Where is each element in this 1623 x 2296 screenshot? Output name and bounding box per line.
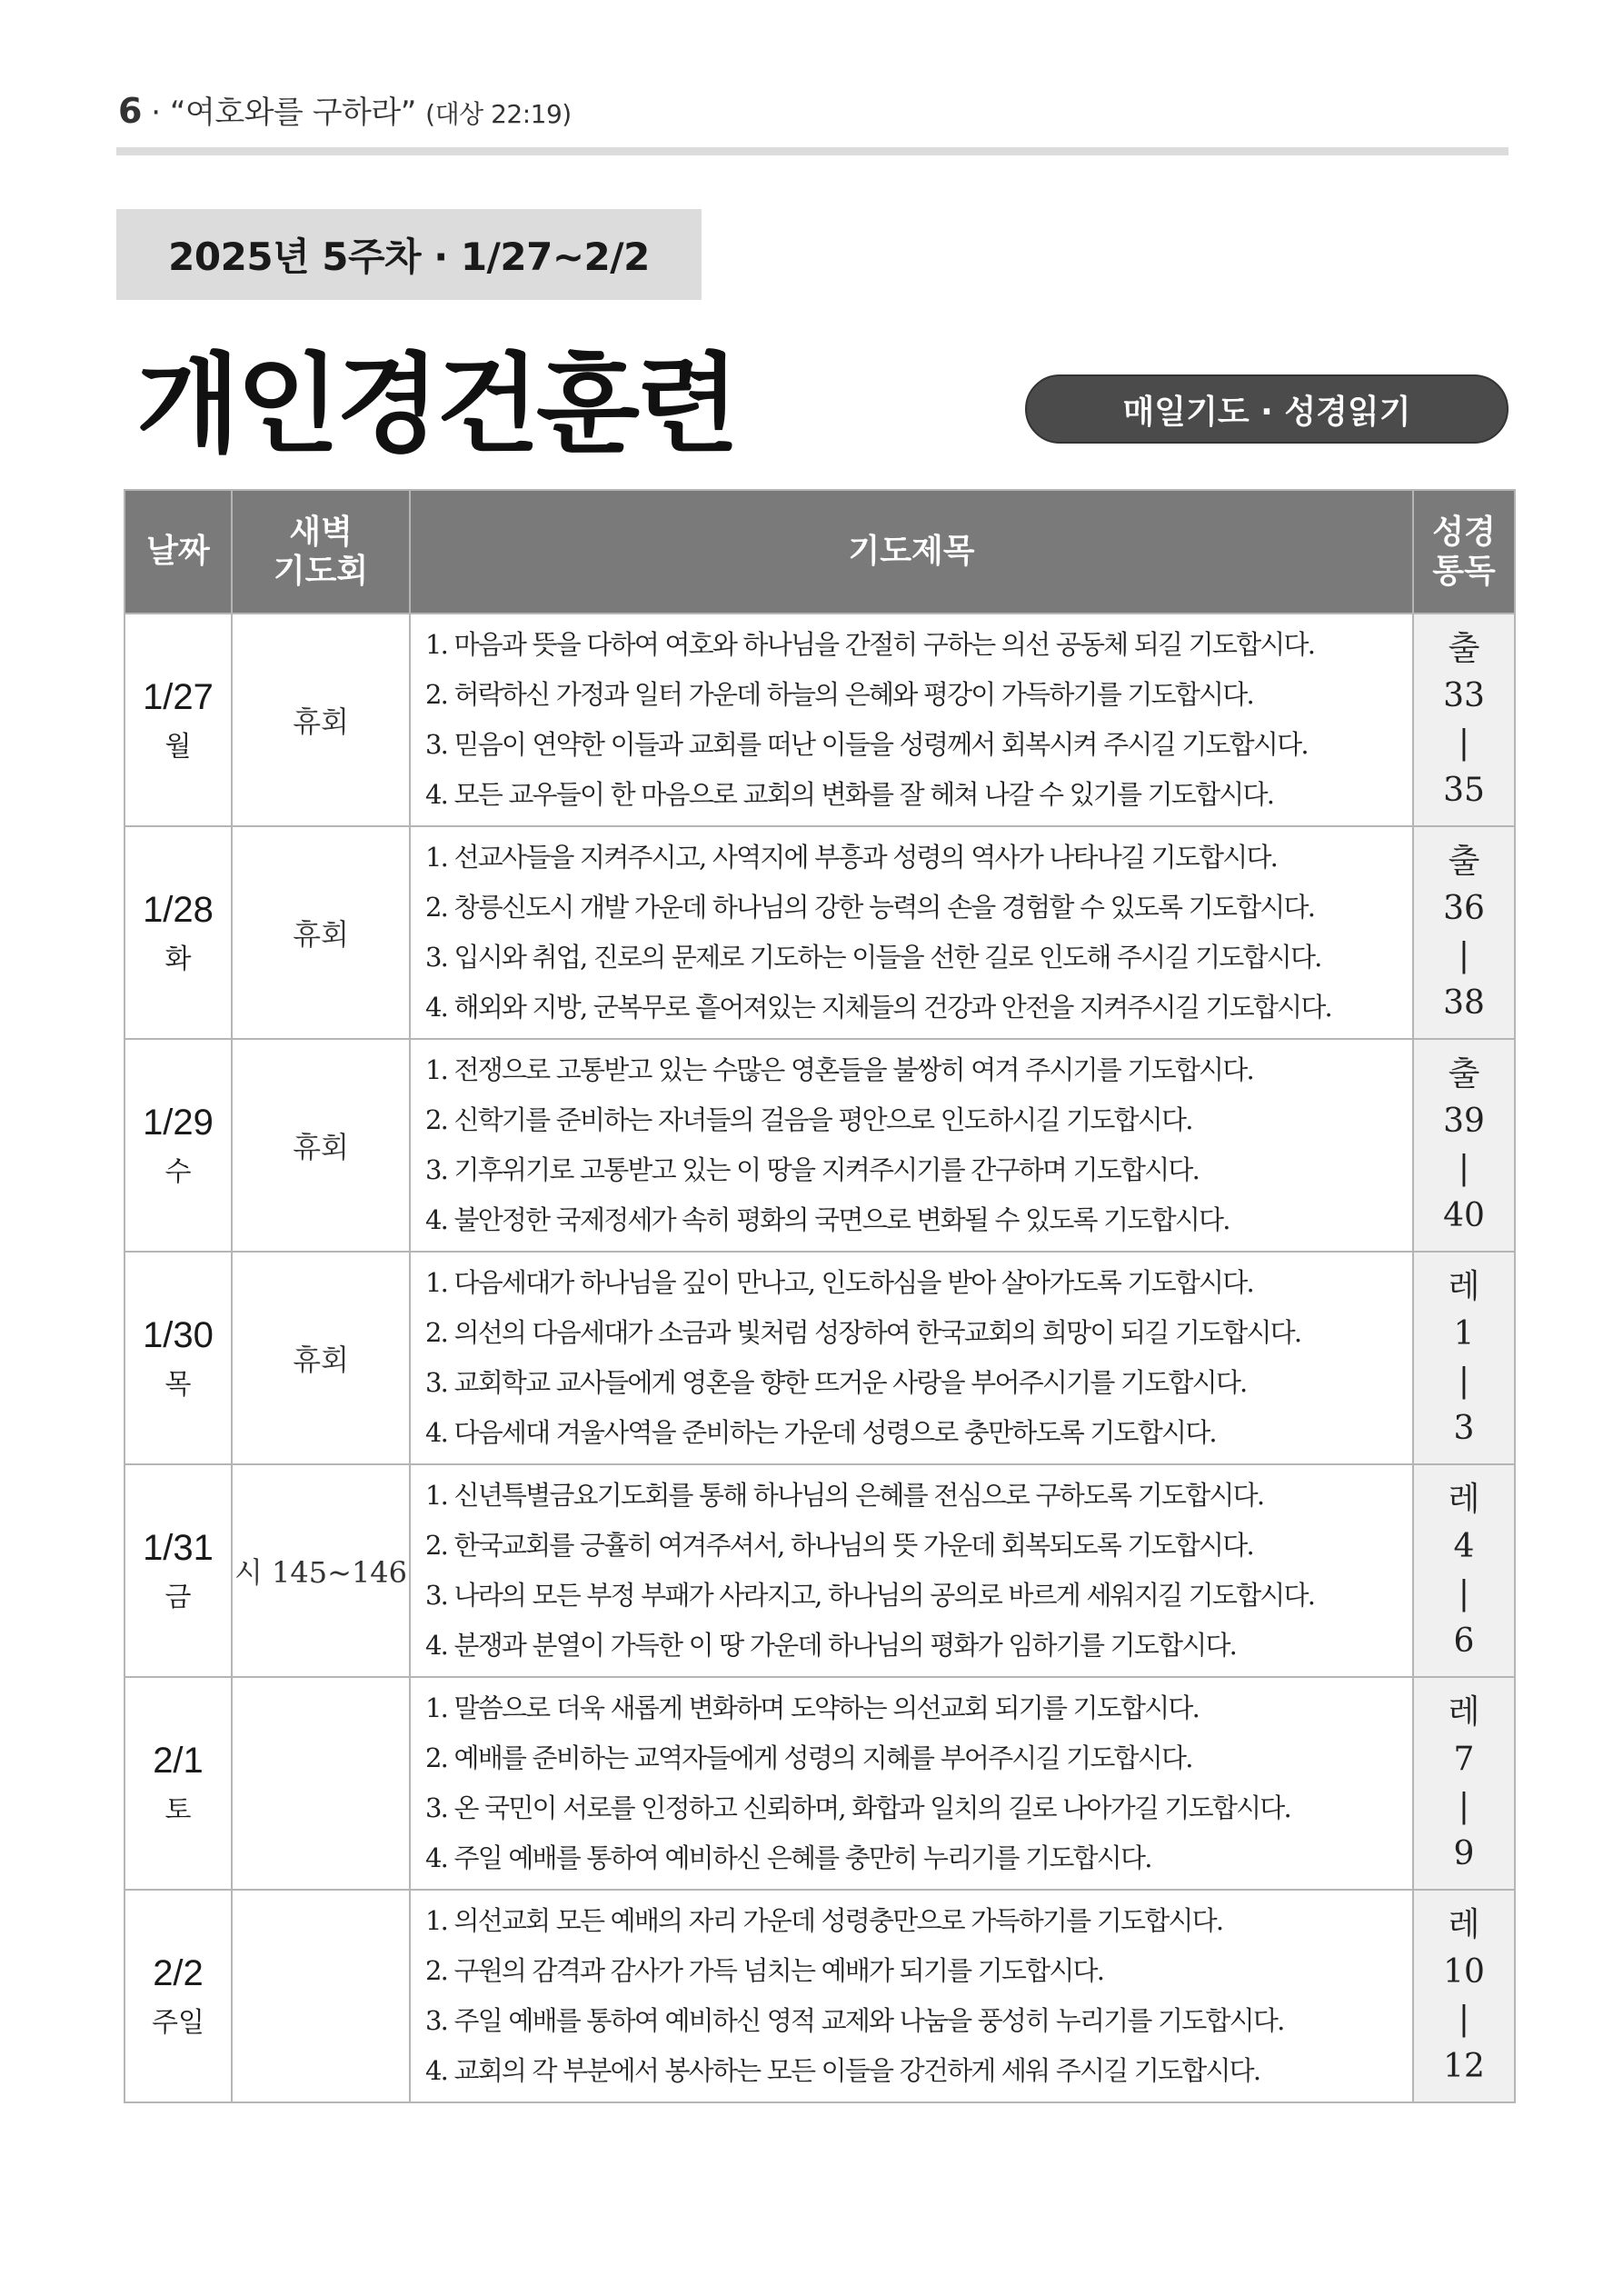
prayer-topics-cell bbox=[410, 1464, 1413, 1677]
bible-reading-cell bbox=[1413, 1464, 1515, 1677]
table-row bbox=[124, 614, 1515, 826]
header-dawn-prayer bbox=[232, 490, 410, 614]
reading-dash: | bbox=[1458, 1575, 1470, 1612]
prayer-topics-cell bbox=[410, 1890, 1413, 2102]
date-value: 2/2 bbox=[153, 1952, 204, 1993]
prayer-topics-cell bbox=[410, 1252, 1413, 1464]
weekday: 주일 bbox=[152, 2006, 204, 2039]
reading-book: 출 bbox=[1448, 843, 1480, 880]
table-row bbox=[124, 1464, 1515, 1677]
prayer-item: 1. 마음과 뜻을 다하여 여호와 하나님을 간절히 구하는 의선 공동체 되길 기도합시다. bbox=[425, 629, 1315, 660]
bible-reading-cell bbox=[1413, 614, 1515, 826]
page-number: 6 bbox=[118, 91, 142, 131]
reading-start: 4 bbox=[1453, 1528, 1475, 1565]
dawn-prayer-value: 휴회 bbox=[293, 1343, 349, 1377]
reading-dash: | bbox=[1458, 1150, 1470, 1187]
bible-reading-cell bbox=[1413, 1252, 1515, 1464]
prayer-item: 1. 의선교회 모든 예배의 자리 가운데 성령충만으로 가득하기를 기도합시다. bbox=[425, 1905, 1223, 1936]
prayer-item: 3. 나라의 모든 부정 부패가 사라지고, 하나님의 공의로 바르게 세워지길 기도합시다. bbox=[425, 1580, 1315, 1611]
header-reference: (대상 22:19) bbox=[425, 99, 572, 129]
reading-end: 35 bbox=[1443, 772, 1485, 809]
reading-end: 6 bbox=[1453, 1622, 1475, 1660]
weekday: 월 bbox=[164, 730, 192, 763]
bible-reading-cell bbox=[1413, 1890, 1515, 2102]
date-value: 1/30 bbox=[143, 1314, 214, 1355]
weekday: 화 bbox=[164, 943, 192, 975]
header-reading-line1: 성경 bbox=[1432, 513, 1496, 551]
prayer-item: 2. 한국교회를 긍휼히 여겨주셔서, 하나님의 뜻 가운데 회복되도록 기도합시다. bbox=[425, 1530, 1253, 1561]
prayer-item: 3. 기후위기로 고통받고 있는 이 땅을 지켜주시기를 간구하며 기도합시다. bbox=[425, 1154, 1200, 1185]
bible-reading-cell bbox=[1413, 1039, 1515, 1252]
prayer-item: 2. 예배를 준비하는 교역자들에게 성령의 지혜를 부어주시길 기도합시다. bbox=[425, 1742, 1192, 1773]
date-cell bbox=[124, 1039, 232, 1252]
reading-start: 10 bbox=[1443, 1953, 1485, 1991]
page-title: 개인경건훈련 bbox=[136, 342, 736, 467]
reading-dash: | bbox=[1458, 1788, 1470, 1825]
reading-book: 레 bbox=[1448, 1481, 1480, 1518]
dawn-prayer-value: 휴회 bbox=[293, 1130, 349, 1164]
reading-end: 12 bbox=[1443, 2048, 1485, 2085]
dawn-prayer-cell bbox=[232, 1464, 410, 1677]
prayer-item: 3. 교회학교 교사들에게 영혼을 향한 뜨거운 사랑을 부어주시기를 기도합시다. bbox=[425, 1367, 1247, 1398]
week-label: 2025년 5주차 · 1/27~2/2 bbox=[116, 209, 702, 300]
prayer-item: 1. 신년특별금요기도회를 통해 하나님의 은혜를 전심으로 구하도록 기도합시다. bbox=[425, 1480, 1264, 1511]
dawn-prayer-value: 휴회 bbox=[293, 917, 349, 952]
prayer-item: 4. 해외와 지방, 군복무로 흩어져있는 지체들의 건강과 안전을 지켜주시길 기도합시다. bbox=[425, 992, 1331, 1023]
reading-start: 1 bbox=[1453, 1315, 1475, 1353]
weekday: 금 bbox=[164, 1581, 192, 1613]
prayer-item: 4. 다음세대 겨울사역을 준비하는 가운데 성령으로 충만하도록 기도합시다. bbox=[425, 1417, 1216, 1448]
prayer-topics-cell bbox=[410, 826, 1413, 1039]
bible-reading-cell bbox=[1413, 826, 1515, 1039]
prayer-item: 3. 주일 예배를 통하여 예비하신 영적 교제와 나눔을 풍성히 누리기를 기도합시다. bbox=[425, 2005, 1284, 2036]
reading-end: 9 bbox=[1453, 1835, 1475, 1872]
reading-book: 레 bbox=[1448, 1906, 1480, 1943]
date-cell bbox=[124, 1677, 232, 1890]
reading-start: 33 bbox=[1443, 677, 1485, 714]
reading-book: 출 bbox=[1448, 1055, 1480, 1093]
reading-start: 7 bbox=[1453, 1741, 1475, 1778]
dawn-prayer-cell bbox=[232, 1039, 410, 1252]
prayer-topics-cell bbox=[410, 1039, 1413, 1252]
prayer-item: 2. 구원의 감격과 감사가 가득 넘치는 예배가 되기를 기도합시다. bbox=[425, 1955, 1104, 1986]
prayer-item: 4. 분쟁과 분열이 가득한 이 땅 가운데 하나님의 평화가 임하기를 기도합시다. bbox=[425, 1630, 1237, 1661]
table-header-row bbox=[124, 490, 1515, 614]
reading-end: 3 bbox=[1453, 1410, 1475, 1447]
reading-dash: | bbox=[1458, 937, 1470, 974]
prayer-item: 2. 신학기를 준비하는 자녀들의 걸음을 평안으로 인도하시길 기도합시다. bbox=[425, 1104, 1192, 1135]
table-row bbox=[124, 1677, 1515, 1890]
header-bible-reading bbox=[1413, 490, 1515, 614]
reading-dash: | bbox=[1458, 1363, 1470, 1400]
dawn-prayer-cell bbox=[232, 826, 410, 1039]
header-dawn-line2: 기도회 bbox=[273, 553, 369, 590]
table-row bbox=[124, 1039, 1515, 1252]
dawn-prayer-cell bbox=[232, 1252, 410, 1464]
prayer-item: 1. 선교사들을 지켜주시고, 사역지에 부흥과 성령의 역사가 나타나길 기도합시다. bbox=[425, 842, 1278, 873]
prayer-item: 3. 온 국민이 서로를 인정하고 신뢰하며, 화합과 일치의 길로 나아가길 기도합시다. bbox=[425, 1792, 1290, 1823]
header-prayer-topics: 기도제목 bbox=[410, 490, 1413, 614]
category-pill: 매일기도 · 성경읽기 bbox=[1025, 374, 1508, 444]
date-cell bbox=[124, 1890, 232, 2102]
table-row bbox=[124, 826, 1515, 1039]
prayer-item: 2. 의선의 다음세대가 소금과 빛처럼 성장하여 한국교회의 희망이 되길 기도합시다. bbox=[425, 1317, 1301, 1348]
dawn-prayer-cell bbox=[232, 1890, 410, 2102]
prayer-item: 3. 입시와 취업, 진로의 문제로 기도하는 이들을 선한 길로 인도해 주시길 기도합시다. bbox=[425, 942, 1321, 973]
prayer-item: 2. 허락하신 가정과 일터 가운데 하늘의 은혜와 평강이 가득하기를 기도합시다. bbox=[425, 679, 1253, 710]
reading-start: 39 bbox=[1443, 1103, 1485, 1140]
header-separator: · bbox=[151, 95, 161, 131]
reading-end: 40 bbox=[1443, 1197, 1485, 1234]
table-row bbox=[124, 1890, 1515, 2102]
bible-reading-cell bbox=[1413, 1677, 1515, 1890]
prayer-item: 4. 주일 예배를 통하여 예비하신 은혜를 충만히 누리기를 기도합시다. bbox=[425, 1842, 1151, 1873]
date-value: 1/28 bbox=[143, 889, 214, 930]
dawn-prayer-cell bbox=[232, 614, 410, 826]
dawn-prayer-value: 휴회 bbox=[293, 704, 349, 739]
header-divider bbox=[116, 147, 1508, 155]
prayer-item: 1. 다음세대가 하나님을 깊이 만나고, 인도하심을 받아 살아가도록 기도합시다. bbox=[425, 1267, 1253, 1298]
prayer-item: 1. 전쟁으로 고통받고 있는 수많은 영혼들을 불쌍히 여겨 주시기를 기도합시다. bbox=[425, 1054, 1253, 1085]
devotion-table bbox=[124, 489, 1516, 2103]
header-theme: “여호와를 구하라” bbox=[169, 95, 416, 131]
running-header bbox=[118, 87, 572, 132]
prayer-item: 4. 불안정한 국제정세가 속히 평화의 국면으로 변화될 수 있도록 기도합시다. bbox=[425, 1204, 1230, 1235]
prayer-item: 1. 말씀으로 더욱 새롭게 변화하며 도약하는 의선교회 되기를 기도합시다. bbox=[425, 1692, 1200, 1723]
reading-book: 출 bbox=[1448, 630, 1480, 667]
weekday: 목 bbox=[164, 1368, 192, 1401]
header-date: 날짜 bbox=[124, 490, 232, 614]
weekday: 토 bbox=[164, 1793, 192, 1826]
prayer-item: 2. 창릉신도시 개발 가운데 하나님의 강한 능력의 손을 경험할 수 있도록 기도합시다. bbox=[425, 892, 1315, 923]
date-cell bbox=[124, 614, 232, 826]
date-cell bbox=[124, 826, 232, 1039]
header-dawn-line1: 새벽 bbox=[289, 513, 353, 551]
reading-dash: | bbox=[1458, 2001, 1470, 2038]
header-reading-line2: 통독 bbox=[1432, 553, 1496, 590]
prayer-topics-cell bbox=[410, 1677, 1413, 1890]
date-cell bbox=[124, 1464, 232, 1677]
prayer-item: 3. 믿음이 연약한 이들과 교회를 떠난 이들을 성령께서 회복시켜 주시길 기도합시다. bbox=[425, 729, 1308, 760]
date-value: 1/29 bbox=[143, 1102, 214, 1143]
reading-end: 38 bbox=[1443, 984, 1485, 1022]
date-cell bbox=[124, 1252, 232, 1464]
weekday: 수 bbox=[164, 1155, 192, 1188]
table-row bbox=[124, 1252, 1515, 1464]
reading-book: 레 bbox=[1448, 1268, 1480, 1305]
dawn-prayer-value: 시 145~146 bbox=[234, 1555, 408, 1590]
date-value: 2/1 bbox=[153, 1740, 204, 1781]
date-value: 1/27 bbox=[143, 676, 214, 717]
prayer-item: 4. 교회의 각 부분에서 봉사하는 모든 이들을 강건하게 세워 주시길 기도합시다. bbox=[425, 2055, 1260, 2086]
prayer-topics-cell bbox=[410, 614, 1413, 826]
date-value: 1/31 bbox=[143, 1527, 214, 1568]
reading-book: 레 bbox=[1448, 1693, 1480, 1731]
reading-start: 36 bbox=[1443, 890, 1485, 927]
prayer-item: 4. 모든 교우들이 한 마음으로 교회의 변화를 잘 헤쳐 나갈 수 있기를 기도합시다. bbox=[425, 779, 1274, 810]
dawn-prayer-cell bbox=[232, 1677, 410, 1890]
reading-dash: | bbox=[1458, 724, 1470, 762]
